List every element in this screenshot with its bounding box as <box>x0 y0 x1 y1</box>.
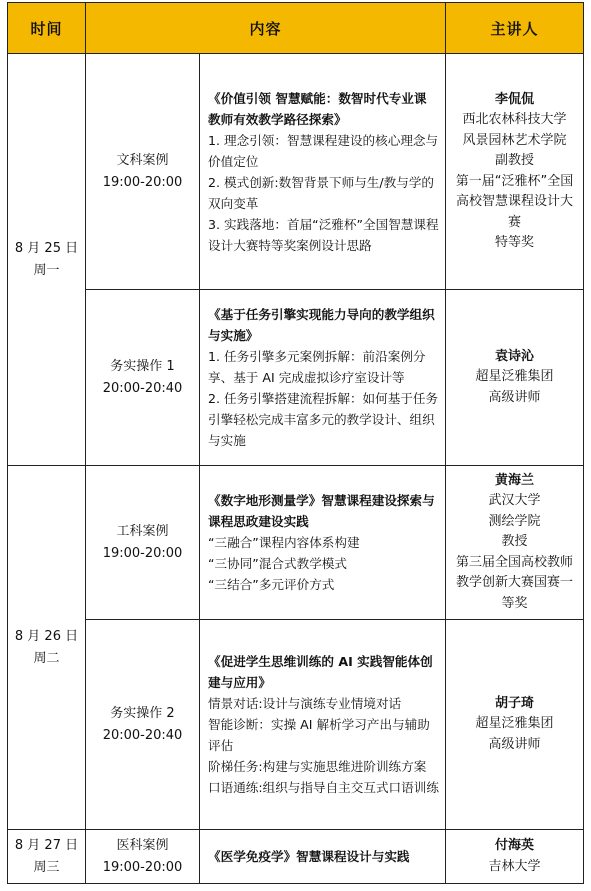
speaker-info: 副教授 <box>495 153 535 168</box>
speaker-info: 特等奖 <box>495 235 535 250</box>
session-item: 智能诊断：实操 AI 解析学习产出与辅助评估 <box>208 717 430 753</box>
session-row <box>8 54 584 290</box>
session-time: 20:00-20:40 <box>102 727 183 743</box>
speaker-info: 风景园林艺术学院 <box>462 132 567 148</box>
speaker-cell <box>446 620 584 830</box>
speaker-info: 西北农林科技大学 <box>462 112 567 127</box>
speaker-name: 李侃侃 <box>495 91 535 107</box>
session-type: 文科案例 <box>116 152 169 168</box>
speaker-info: 武汉大学 <box>488 493 541 509</box>
weekday-label: 周三 <box>33 859 60 875</box>
session-content <box>200 830 446 884</box>
weekday-label: 周二 <box>33 650 60 666</box>
session-content <box>200 466 446 620</box>
speaker-name: 袁诗沁 <box>495 348 535 364</box>
speaker-name: 付海英 <box>495 838 535 853</box>
header-speaker: 主讲人 <box>446 3 584 54</box>
speaker-info: 高级讲师 <box>488 389 541 405</box>
session-item: “三协同”混合式教学模式 <box>208 556 347 571</box>
speaker-name: 黄海兰 <box>495 472 535 488</box>
session-row <box>8 830 584 884</box>
session-type-cell <box>86 620 200 830</box>
session-type: 工科案例 <box>116 523 169 539</box>
session-time: 19:00-20:00 <box>102 174 183 190</box>
speaker-info: 第三届全国高校教师教学创新大赛国赛一等奖 <box>456 554 574 611</box>
session-title: 《基于任务引擎实现能力导向的教学组织与实施》 <box>208 307 435 343</box>
speaker-cell <box>446 466 584 620</box>
session-type-cell <box>86 290 200 466</box>
date-label: 8 月 25 日 <box>14 240 79 256</box>
speaker-info: 超星泛雅集团 <box>475 716 554 732</box>
speaker-info: 测绘学院 <box>488 513 541 529</box>
session-time: 20:00-20:40 <box>102 380 183 396</box>
session-type-cell <box>86 830 200 884</box>
session-item: 情景对话:设计与演练专业情境对话 <box>208 696 402 711</box>
speaker-name: 胡子琦 <box>495 695 535 711</box>
session-type: 务实操作 1 <box>110 358 175 374</box>
session-title: 《数字地形测量学》智慧课程建设探索与课程思政建设实践 <box>208 493 435 529</box>
speaker-cell <box>446 290 584 466</box>
session-row <box>8 466 584 620</box>
session-type-cell <box>86 54 200 290</box>
session-item: 1. 理念引领：智慧课程建设的核心理念与价值定位 <box>208 132 439 169</box>
session-item: 1. 任务引擎多元案例拆解：前沿案例分享、基于 AI 完成虚拟诊疗室设计等 <box>208 349 426 385</box>
session-row <box>8 620 584 830</box>
header-row <box>8 3 584 54</box>
speaker-info: 高级讲师 <box>488 736 541 752</box>
speaker-info: 第一届“泛雅杯”全国高校智慧课程设计大赛 <box>455 173 574 230</box>
date-cell <box>8 466 86 830</box>
session-item: “三融合”课程内容体系构建 <box>208 535 360 550</box>
speaker-info: 超星泛雅集团 <box>475 369 554 385</box>
session-item: 口语通练:组织与指导自主交互式口语训练 <box>208 780 439 795</box>
session-content <box>200 290 446 466</box>
session-content <box>200 54 446 290</box>
date-cell <box>8 54 86 466</box>
session-item: “三结合”多元评价方式 <box>208 577 335 592</box>
session-time: 19:00-20:00 <box>102 545 183 561</box>
speaker-info: 吉林大学 <box>488 858 541 874</box>
session-title: 《价值引领 智慧赋能：数智时代专业课教师有效教学路径探索》 <box>208 90 427 127</box>
speaker-info: 教授 <box>501 534 528 550</box>
date-cell <box>8 830 86 884</box>
session-item: 阶梯任务:构建与实施思维进阶训练方案 <box>208 759 427 774</box>
header-time: 时间 <box>8 3 86 54</box>
session-type: 医科案例 <box>116 837 169 853</box>
session-time: 19:00-20:00 <box>102 859 183 875</box>
speaker-cell <box>446 54 584 290</box>
session-item: 3. 实践落地：首届“泛雅杯”全国智慧课程设计大赛特等奖案例设计思路 <box>208 216 439 253</box>
session-item: 2. 模式创新:数智背景下师与生/教与学的双向变革 <box>208 174 435 211</box>
session-type-cell <box>86 466 200 620</box>
speaker-cell <box>446 830 584 884</box>
schedule-table <box>7 2 584 884</box>
weekday-label: 周一 <box>33 262 60 278</box>
session-row <box>8 290 584 466</box>
session-content <box>200 620 446 830</box>
date-label: 8 月 27 日 <box>14 837 79 853</box>
session-type: 务实操作 2 <box>110 705 175 721</box>
session-title: 《促进学生思维训练的 AI 实践智能体创建与应用》 <box>208 654 433 690</box>
session-item: 2. 任务引擎搭建流程拆解：如何基于任务引擎轻松完成丰富多元的教学设计、组织与实施 <box>208 391 439 448</box>
session-title: 《医学免疫学》智慧课程设计与实践 <box>208 849 410 864</box>
date-label: 8 月 26 日 <box>14 628 79 644</box>
header-content: 内容 <box>86 3 446 54</box>
